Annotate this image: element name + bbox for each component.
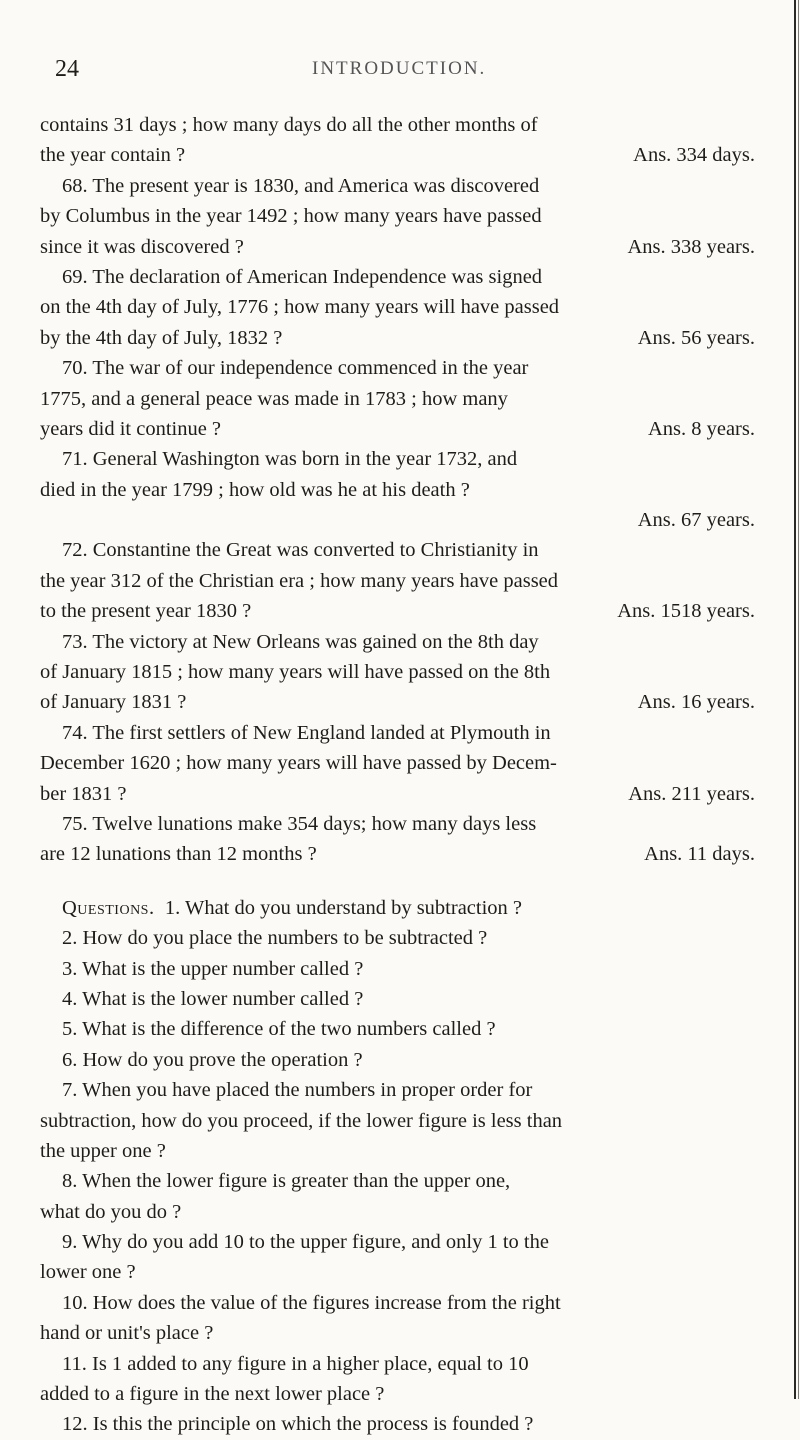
running-head: INTRODUCTION. — [312, 58, 487, 79]
problem-73: 73. The victory at New Orleans was gained on the 8th day — [62, 630, 539, 653]
question-line: lower one ? — [40, 1261, 136, 1284]
question-line: 12. Is this the principle on which the process is founded ? — [62, 1413, 534, 1436]
problem-72: 72. Constantine the Great was converted to Christianity in — [62, 539, 539, 562]
question-line: added to a figure in the next lower place ? — [40, 1383, 385, 1406]
questions-heading: Questions. — [62, 896, 155, 919]
question-line: 7. When you have placed the numbers in proper order for — [62, 1079, 533, 1102]
answer: Ans. 334 days. — [633, 144, 755, 167]
question-line: what do you do ? — [40, 1200, 182, 1223]
question-line: subtraction, how do you proceed, if the lower figure is less than — [40, 1109, 563, 1132]
text-line — [40, 596, 755, 626]
question-line: 5. What is the difference of the two numbers called ? — [62, 1018, 496, 1041]
question-line: 8. When the lower figure is greater than the upper one, — [62, 1170, 511, 1193]
question-line: the upper one ? — [40, 1139, 166, 1162]
text-line — [40, 140, 755, 170]
problem-74: 74. The first settlers of New England landed at Plymouth in — [62, 721, 551, 744]
problem-75: 75. Twelve lunations make 354 days; how many days less — [62, 812, 537, 835]
question-text: ber 1831 ? — [40, 782, 127, 805]
text-line — [40, 414, 755, 444]
question-line: 10. How does the value of the figures increase from the right — [62, 1291, 561, 1314]
question-text: are 12 lunations than 12 months ? — [40, 843, 317, 866]
problem-70: 70. The war of our independence commenced in the year — [62, 357, 529, 380]
answer: Ans. 8 years. — [647, 417, 755, 440]
text-line — [40, 232, 755, 262]
question-text: by the 4th day of July, 1832 ? — [40, 326, 283, 349]
page-header — [55, 50, 775, 86]
page-edge-shadow-outer — [798, 0, 799, 1399]
text-line: December 1620 ; how many years will have passed by Decem- — [40, 752, 557, 775]
body-text — [40, 110, 755, 1440]
question-line: 6. How do you prove the operation ? — [62, 1048, 363, 1071]
answer: Ans. 11 days. — [644, 843, 755, 866]
answer: Ans. 67 years. — [637, 509, 755, 532]
page-edge-shadow — [794, 0, 796, 1399]
question-line: hand or unit's place ? — [40, 1322, 214, 1345]
problem-69: 69. The declaration of American Independence was signed — [62, 265, 543, 288]
question-line: 1. What do you understand by subtraction ? — [164, 896, 523, 919]
question-text: to the present year 1830 ? — [40, 600, 252, 623]
text-line: 1775, and a general peace was made in 1783 ; how many — [40, 387, 508, 410]
questions-first-line — [40, 893, 755, 923]
question-line: 3. What is the upper number called ? — [62, 957, 364, 980]
text-line: died in the year 1799 ; how old was he at his death ? — [40, 478, 470, 501]
question-line: 9. Why do you add 10 to the upper figure, and only 1 to the — [62, 1231, 549, 1254]
text-line — [40, 323, 755, 353]
text-line: by Columbus in the year 1492 ; how many years have passed — [40, 205, 542, 228]
answer: Ans. 211 years. — [628, 782, 755, 805]
question-text: since it was discovered ? — [40, 235, 244, 258]
text-line: contains 31 days ; how many days do all the other months of — [40, 114, 538, 136]
question-line: 4. What is the lower number called ? — [62, 987, 364, 1010]
question-text: of January 1831 ? — [40, 691, 187, 714]
problem-68: 68. The present year is 1830, and America was discovered — [62, 174, 540, 197]
text-line — [40, 839, 755, 869]
answer: Ans. 338 years. — [627, 235, 755, 258]
question-line: 11. Is 1 added to any figure in a higher place, equal to 10 — [62, 1352, 529, 1375]
question-text: the year contain ? — [40, 144, 186, 167]
question-line: 2. How do you place the numbers to be subtracted ? — [62, 927, 488, 950]
answer: Ans. 16 years. — [637, 691, 755, 714]
text-line: of January 1815 ; how many years will have passed on the 8th — [40, 661, 551, 684]
page-number: 24 — [55, 56, 79, 82]
answer: Ans. 56 years. — [637, 326, 755, 349]
text-line — [40, 779, 755, 809]
question-text: years did it continue ? — [40, 417, 222, 440]
text-line: on the 4th day of July, 1776 ; how many years will have passed — [40, 296, 560, 319]
problem-71: 71. General Washington was born in the year 1732, and — [62, 448, 518, 471]
answer: Ans. 1518 years. — [617, 600, 755, 623]
text-line — [40, 687, 755, 717]
text-line: the year 312 of the Christian era ; how many years have passed — [40, 569, 559, 592]
